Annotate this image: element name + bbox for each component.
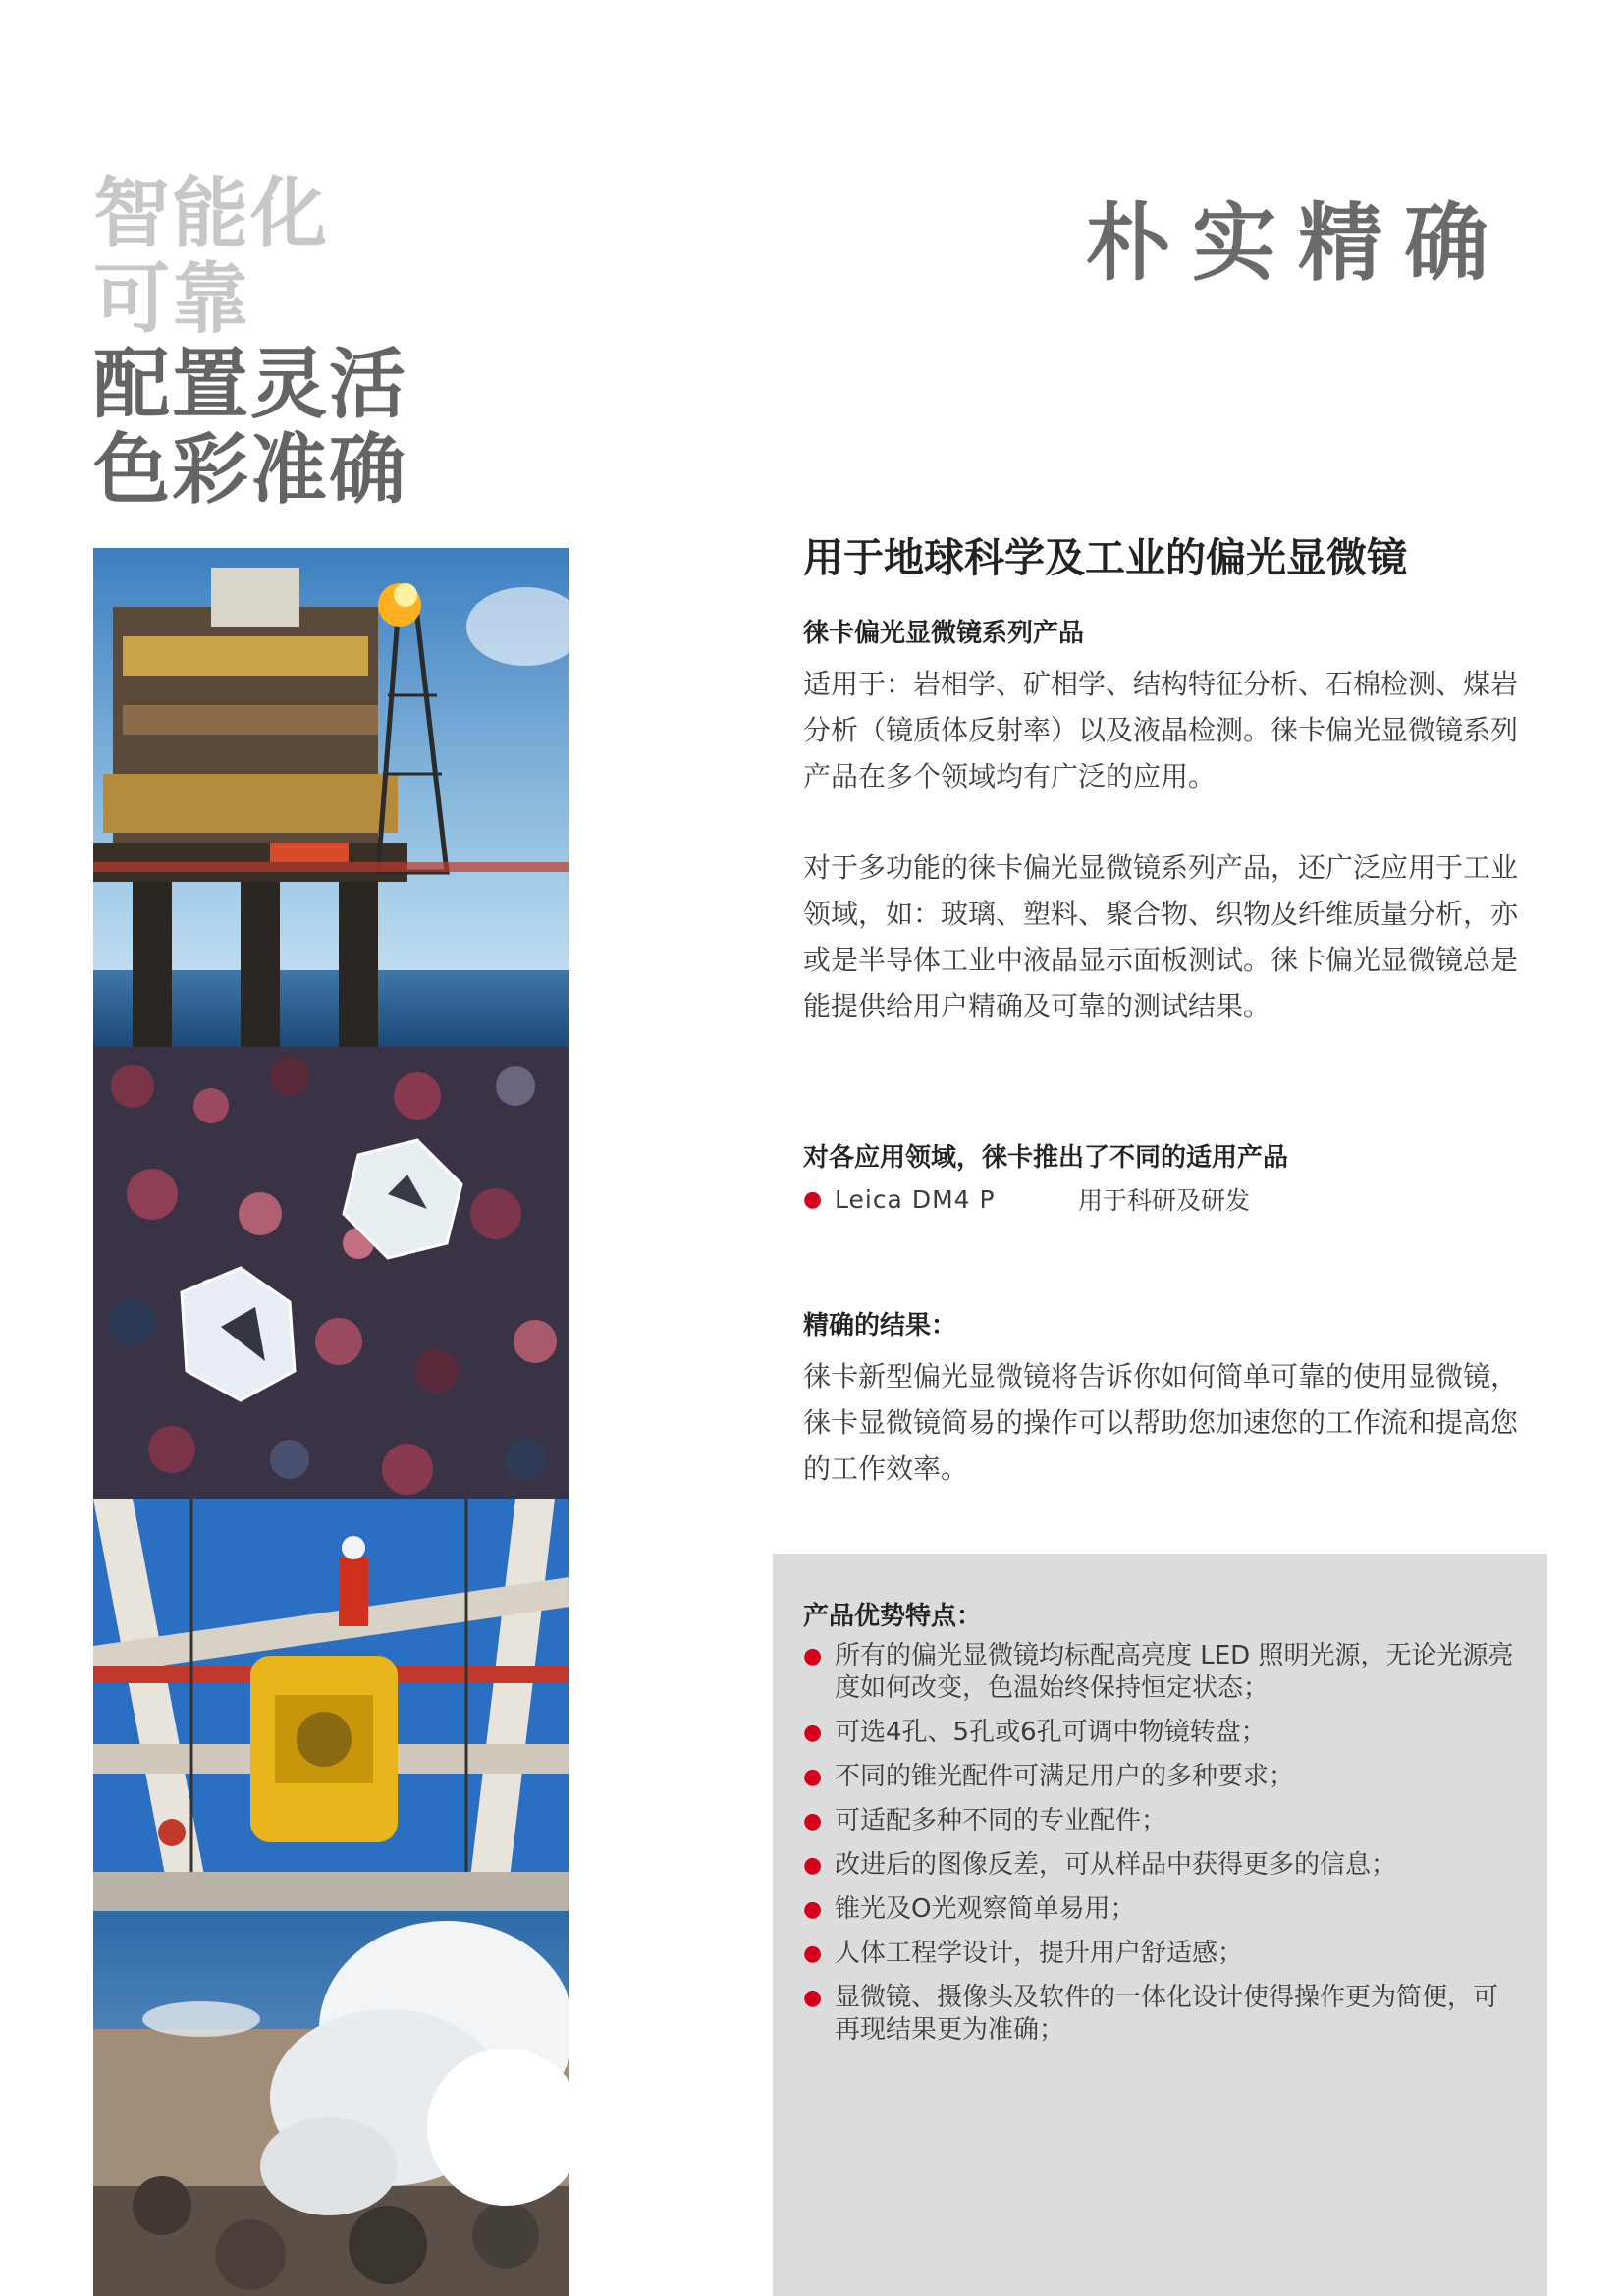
product-use: 用于科研及研发 — [1078, 1186, 1251, 1215]
drilling-rig-photo — [93, 1499, 569, 1911]
page-title: 朴实精确 — [1086, 194, 1510, 293]
geothermal-steam-photo — [93, 1911, 569, 2296]
feature-item: ● 不同的锥光配件可满足用户的多种要求； — [803, 1762, 1295, 1791]
features-panel — [773, 1554, 1547, 2296]
bullet-icon: ● — [803, 1853, 823, 1878]
feature-item: ● 人体工程学设计，提升用户舒适感； — [803, 1939, 1244, 1968]
bullet-icon: ● — [803, 1941, 823, 1966]
bullet-icon: ● — [803, 1986, 823, 2010]
tagline-line-1: 智能化 — [93, 170, 330, 258]
features-subheading: 产品优势特点： — [803, 1602, 983, 1631]
feature-item: ● 显微镜、摄像头及软件的一体化设计使得操作更为简便，可再现结果更为准确； — [803, 1983, 1499, 2045]
applications-subheading: 对各应用领域，徕卡推出了不同的适用产品 — [803, 1143, 1289, 1173]
tagline-line-3: 配置灵活 — [93, 341, 408, 429]
diamonds-photo — [93, 1047, 569, 1499]
series-paragraph-2: 对于多功能的徕卡偏光显微镜系列产品，还广泛应用于工业领域，如：玻璃、塑料、聚合物、织物及纤维质量分析，亦或是半导体工业中液晶显示面板测试。徕卡偏光显微镜总是能提供给用户精确及可靠的测试结果。 — [803, 851, 1519, 1022]
bullet-icon: ● — [803, 1809, 823, 1833]
series-paragraph-1: 适用于：岩相学、矿相学、结构特征分析、石棉检测、煤岩分析（镜质体反射率）以及液晶检测。徕卡偏光显微镜系列产品在多个领域均有广泛的应用。 — [803, 668, 1519, 793]
photo-column — [93, 548, 569, 2296]
feature-item: ● 所有的偏光显微镜均标配高亮度 LED 照明光源，无论光源亮度如何改变，色温始终保持恒定状态； — [803, 1641, 1514, 1703]
feature-item: ● 可选4孔、5孔或6孔可调中物镜转盘； — [803, 1718, 1267, 1747]
series-subheading: 徕卡偏光显微镜系列产品 — [803, 619, 1085, 648]
oil-platform-photo — [93, 548, 569, 1047]
bullet-icon: ● — [803, 1765, 823, 1789]
section-heading: 用于地球科学及工业的偏光显微镜 — [803, 534, 1407, 581]
feature-item: ● 锥光及O光观察简单易用； — [803, 1894, 1136, 1924]
tagline — [93, 172, 407, 514]
tagline-line-2: 可靠 — [93, 255, 251, 344]
bullet-icon: ● — [803, 1721, 823, 1745]
feature-item: ● 改进后的图像反差，可从样品中获得更多的信息； — [803, 1850, 1397, 1880]
product-name: Leica DM4 P — [835, 1184, 996, 1214]
feature-item: ● 可适配多种不同的专业配件； — [803, 1806, 1167, 1835]
results-paragraph: 徕卡新型偏光显微镜将告诉你如何简单可靠的使用显微镜，徕卡显微镜简易的操作可以帮助您加速您的工作流和提高您的工作效率。 — [803, 1360, 1519, 1485]
bullet-icon: ● — [803, 1186, 823, 1212]
tagline-line-4: 色彩准确 — [93, 426, 408, 515]
results-subheading: 精确的结果： — [803, 1311, 957, 1340]
main-content — [803, 525, 1530, 1492]
product-row — [803, 1181, 1530, 1217]
bullet-icon: ● — [803, 1644, 823, 1668]
bullet-icon: ● — [803, 1897, 823, 1922]
